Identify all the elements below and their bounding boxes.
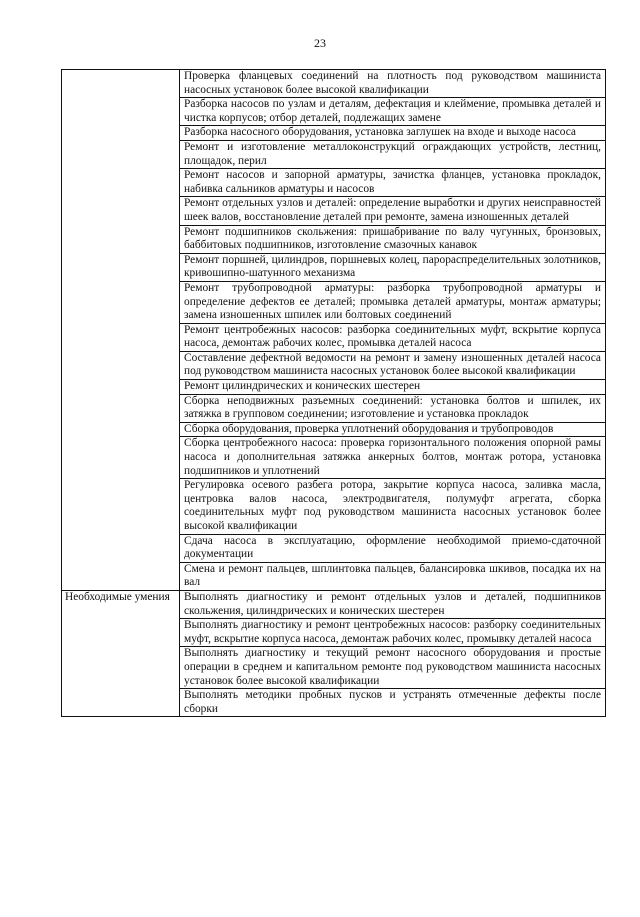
required-skills-item: Выполнять диагностику и ремонт отдельных узлов и деталей, подшипников скольжения, цилиндрических и конических шестерен	[180, 590, 606, 618]
labor-actions-item: Ремонт отдельных узлов и деталей: определение выработки и других неисправностей шеек валов, восстановление деталей при ремонте, замена изношенных деталей	[180, 197, 606, 225]
labor-actions-item: Сборка центробежного насоса: проверка горизонтального положения опорной рамы насоса и дополнительная затяжка анкерных болтов, монтаж ротора, установка подшипников и уплотнений	[180, 437, 606, 479]
labor-actions-row	[62, 70, 606, 98]
required-skills-label: Необходимые умения	[62, 590, 180, 716]
labor-actions-item: Проверка фланцевых соединений на плотность под руководством машиниста насосных установок более высокой квалификации	[180, 70, 606, 98]
labor-actions-item: Разборка насосов по узлам и деталям, дефектация и клеймение, промывка деталей и чистка корпусов; отбор деталей, подлежащих замене	[180, 98, 606, 126]
labor-actions-item: Сборка неподвижных разъемных соединений: установка болтов и шпилек, их затяжка в групповом соединении; изготовление и установка прокладок	[180, 394, 606, 422]
labor-actions-item: Сдача насоса в эксплуатацию, оформление необходимой приемо-сдаточной документации	[180, 534, 606, 562]
labor-actions-item: Ремонт цилиндрических и конических шестерен	[180, 380, 606, 395]
required-skills-item: Выполнять диагностику и текущий ремонт насосного оборудования и простые операции в среднем и капитальном ремонте под руководством машиниста насосных установок более высокой квалификации	[180, 647, 606, 689]
labor-actions-item: Ремонт центробежных насосов: разборка соединительных муфт, вскрытие корпуса насоса, демонтаж рабочих колес, промывка деталей насоса	[180, 323, 606, 351]
labor-actions-item: Ремонт трубопроводной арматуры: разборка трубопроводной арматуры и определение дефектов ее деталей; промывка деталей арматуры, монтаж арматуры; замена изношенных шпилек или болтовых соединений	[180, 281, 606, 323]
labor-actions-item: Составление дефектной ведомости на ремонт и замену изношенных деталей насоса под руководством машиниста насосных установок более высокой квалификации	[180, 351, 606, 379]
labor-actions-item: Ремонт и изготовление металлоконструкций ограждающих устройств, лестниц, площадок, перил	[180, 140, 606, 168]
labor-actions-item: Разборка насосного оборудования, установка заглушек на входе и выходе насоса	[180, 126, 606, 141]
labor-actions-item: Ремонт подшипников скольжения: пришабривание по валу чугунных, бронзовых, баббитовых подшипников, изготовление смазочных канавок	[180, 225, 606, 253]
required-skills-row	[62, 590, 606, 618]
labor-actions-item: Смена и ремонт пальцев, шплинтовка пальцев, балансировка шкивов, посадка их на вал	[180, 562, 606, 590]
required-skills-item: Выполнять диагностику и ремонт центробежных насосов: разборку соединительных муфт, вскрытие корпуса насоса, демонтаж рабочих колес, промывку деталей насоса	[180, 619, 606, 647]
labor-actions-item: Регулировка осевого разбега ротора, закрытие корпуса насоса, заливка масла, центровка валов насоса, электродвигателя, полумуфт агрегата, сборка соединительных муфт под руководством машиниста насосных установок более высокой квалификации	[180, 479, 606, 534]
page-number: 23	[314, 36, 326, 50]
requirements-table	[61, 69, 606, 717]
labor-actions-item: Ремонт насосов и запорной арматуры, зачистка фланцев, установка прокладок, набивка сальников арматуры и насосов	[180, 169, 606, 197]
labor-actions-item: Ремонт поршней, цилиндров, поршневых колец, парораспределительных золотников, кривошипно-шатунного механизма	[180, 253, 606, 281]
labor-actions-label	[62, 70, 180, 591]
labor-actions-item: Сборка оборудования, проверка уплотнений оборудования и трубопроводов	[180, 422, 606, 437]
required-skills-item: Выполнять методики пробных пусков и устранять отмеченные дефекты после сборки	[180, 689, 606, 717]
